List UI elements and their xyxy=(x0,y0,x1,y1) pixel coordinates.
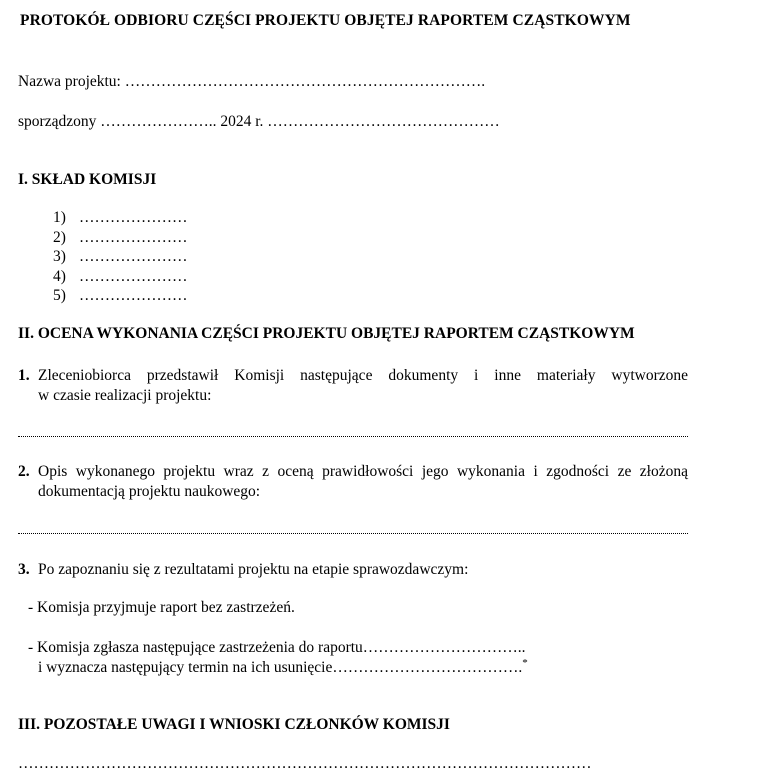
item-2-paragraph xyxy=(18,462,688,502)
item-1-number: 1. xyxy=(18,367,30,384)
member-field[interactable]: ………………… xyxy=(79,248,188,266)
item-3-text: Po zapoznaniu się z rezultatami projektu na etapie sprawozdawczym: xyxy=(38,561,469,578)
document-title: PROTOKÓŁ ODBIORU CZĘŚCI PROJEKTU OBJĘTEJ RAPORTEM CZĄSTKOWYM xyxy=(20,12,631,29)
member-field[interactable]: ………………… xyxy=(79,287,188,305)
member-row[interactable] xyxy=(53,286,188,306)
member-field[interactable]: ………………… xyxy=(79,209,188,226)
footnote-mark: * xyxy=(522,657,528,669)
member-number: 1) xyxy=(53,209,66,226)
item-2-line2: dokumentacją projektu naukowego: xyxy=(38,483,261,500)
item-3-number: 3. xyxy=(18,561,30,578)
item-2-line1: Opis wykonanego projektu wraz z oceną prawidłowości jego wykonania i zgodności ze złożoną xyxy=(38,463,688,480)
option-reservations-line1[interactable]: - Komisja zgłasza następujące zastrzeżenia do raportu………………………….. xyxy=(28,639,526,656)
item-2-number: 2. xyxy=(18,463,30,480)
item-3-paragraph xyxy=(18,561,468,579)
section-1-heading: I. SKŁAD KOMISJI xyxy=(18,171,157,188)
item-1-answer-line[interactable] xyxy=(18,436,688,437)
option-reservations-line2[interactable] xyxy=(38,657,528,677)
item-1-line1: Zleceniobiorca przedstawił Komisji następujące dokumenty i inne materiały wytworzone xyxy=(38,367,688,384)
item-1-paragraph xyxy=(18,366,688,406)
section-2-heading: II. OCENA WYKONANIA CZĘŚCI PROJEKTU OBJĘTEJ RAPORTEM CZĄSTKOWYM xyxy=(18,325,635,342)
member-row[interactable] xyxy=(53,228,188,248)
committee-members-list xyxy=(53,208,188,306)
member-field[interactable]: ………………… xyxy=(79,267,188,285)
member-number: 5) xyxy=(53,287,66,305)
member-number: 4) xyxy=(53,267,66,285)
member-row[interactable] xyxy=(53,208,188,228)
project-name-field[interactable]: Nazwa projektu: ……………………………………………………………. xyxy=(18,73,486,90)
member-number: 3) xyxy=(53,248,66,266)
option-accept[interactable]: - Komisja przyjmuje raport bez zastrzeżeń. xyxy=(28,599,295,616)
item-2-answer-line[interactable] xyxy=(18,533,688,534)
prepared-date-field[interactable]: sporządzony ………………….. 2024 r. ……………………………………… xyxy=(18,113,500,130)
member-number: 2) xyxy=(53,228,66,246)
member-field[interactable]: ………………… xyxy=(79,228,188,246)
item-1-line2: w czasie realizacji projektu: xyxy=(38,387,212,404)
remarks-field[interactable]: ………………………………………………………………………………………………… xyxy=(18,755,592,772)
member-row[interactable] xyxy=(53,247,188,267)
section-3-heading: III. POZOSTAŁE UWAGI I WNIOSKI CZŁONKÓW KOMISJI xyxy=(18,716,450,733)
option-reservations-text[interactable]: i wyznacza następujący termin na ich usunięcie………………………………. xyxy=(38,659,523,677)
member-row[interactable] xyxy=(53,267,188,287)
